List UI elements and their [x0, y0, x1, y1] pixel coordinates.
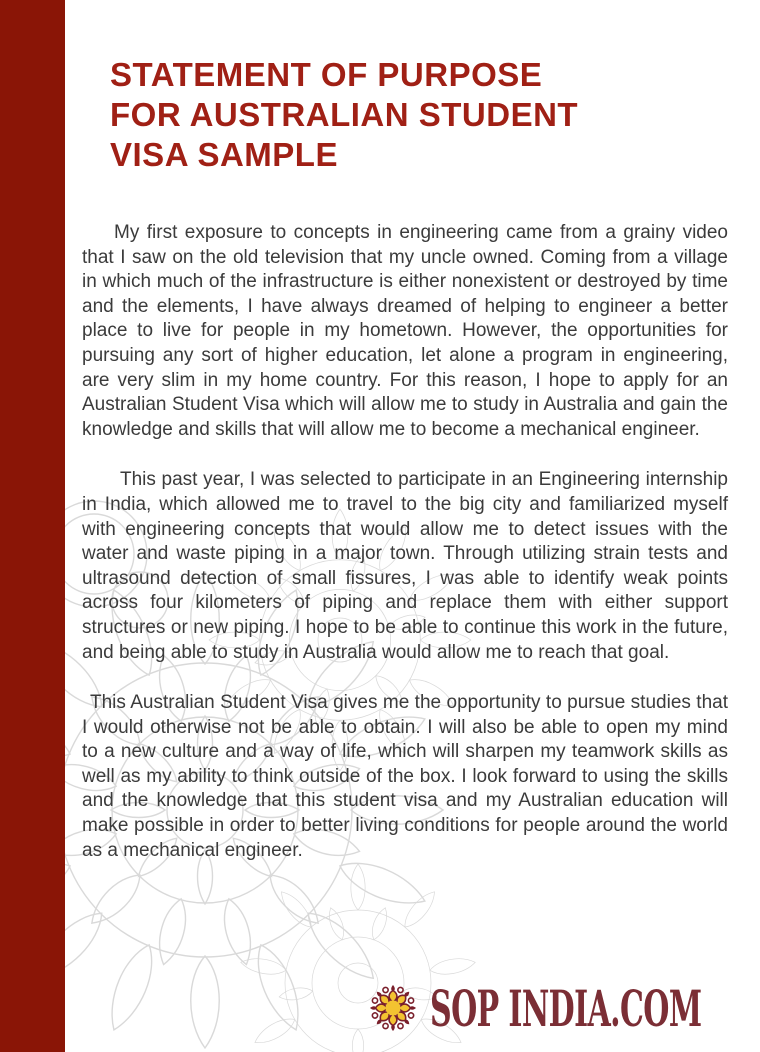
sop-paragraph-3: This Australian Student Visa gives me the opportunity to pursue studies that I would otherwise not be able to obtain. I will also be able to open my mind to a new culture and a way of life, which will sharpen my teamwork skills as well as my ability to think outside of the box. I look forward to using the skills and the knowledge that this student visa and my Australian education will make possible in order to better living conditions for people around the world as a mechanical engineer. [82, 692, 728, 861]
page-title [110, 55, 728, 175]
marigold-flower-icon [369, 984, 417, 1032]
brand-text-box [430, 978, 724, 1038]
brand-logo [369, 978, 724, 1038]
sop-paragraph-1: My first exposure to concepts in engineering came from a grainy video that I saw on the old television that my uncle owned. Coming from a village in which much of the infrastructure is either nonexistent or destroyed by time and the elements, I have always dreamed of helping to engineer a better place to live for people in my hometown. However, the opportunities for pursuing any sort of higher education, let alone a program in engineering, are very slim in my home country. For this reason, I hope to apply for an Australian Student Visa which will allow me to study in Australia and gain the knowledge and skills that will allow me to become a mechanical engineer. [82, 222, 728, 440]
document-content [82, 0, 728, 889]
title-line-1: STATEMENT OF PURPOSE [110, 56, 543, 93]
sop-body [82, 221, 728, 863]
title-line-3: VISA SAMPLE [110, 136, 338, 173]
title-line-2: FOR AUSTRALIAN STUDENT [110, 96, 579, 133]
brand-text: SOP INDIA.COM [430, 978, 702, 1038]
sop-paragraph-2: This past year, I was selected to participate in an Engineering internship in India, which allowed me to travel to the big city and familiarized myself with engineering concepts that would allow me to detect issues with the water and waste piping in a major town. Through utilizing strain tests and ultrasound detection of small fissures, I was able to identify weak points across four kilometers of piping and replace them with either support structures or new piping. I hope to be able to continue this work in the future, and being able to study in Australia would allow me to reach that goal. [82, 469, 728, 663]
left-accent-bar [0, 0, 65, 1052]
